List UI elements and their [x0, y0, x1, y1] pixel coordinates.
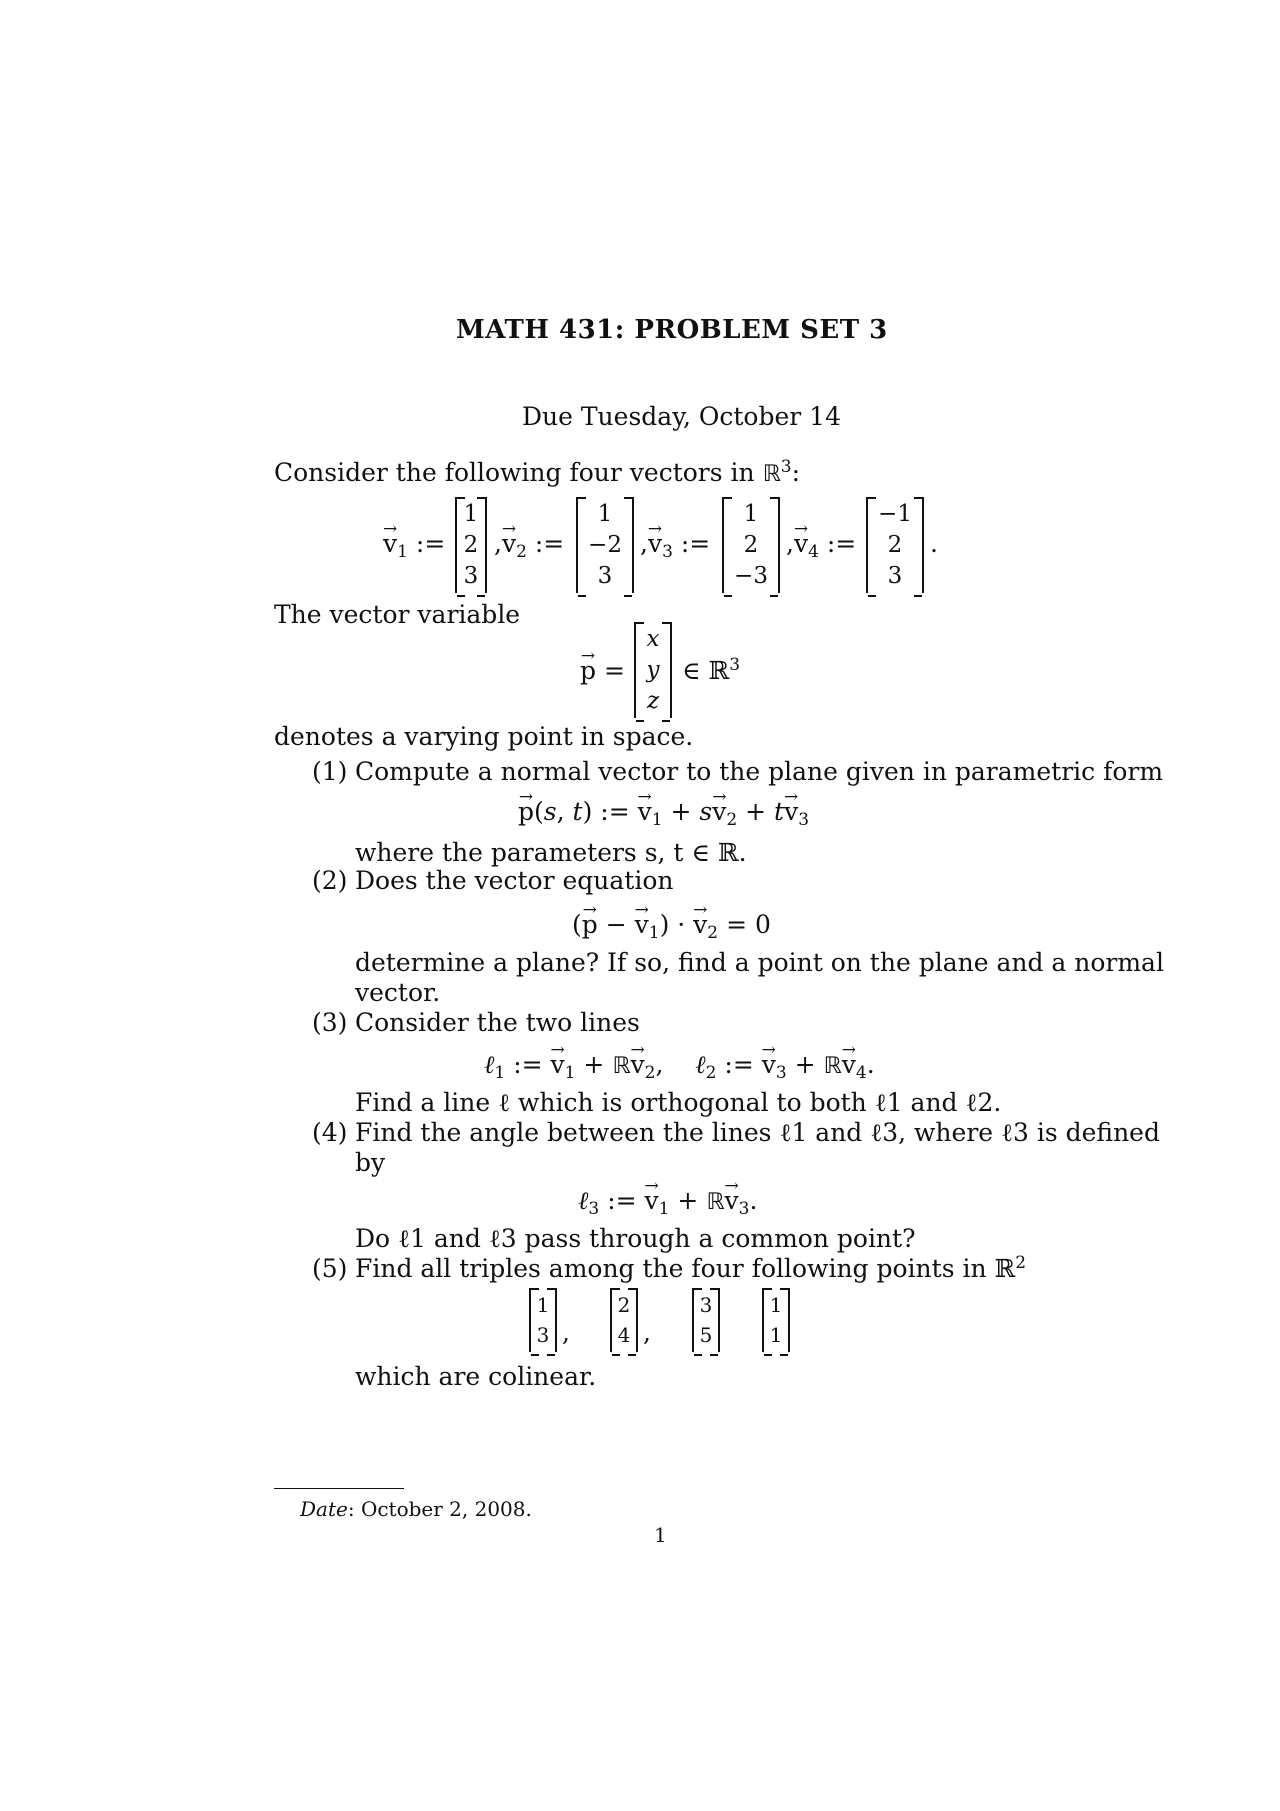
- problem-4-number: (4): [312, 1118, 348, 1147]
- intro-text: [274, 458, 800, 489]
- v1-subscript: 1: [397, 542, 408, 562]
- problem-2-number: (2): [312, 866, 348, 895]
- problem-5-text-body: Find all triples among the four following points in ℝ: [355, 1254, 1016, 1283]
- p-label: [580, 656, 625, 686]
- v1-matrix: [455, 497, 487, 593]
- element-of-reals: ∈ ℝ: [682, 656, 730, 685]
- point-4-y: 1: [769, 1323, 783, 1347]
- point-1-y: 3: [536, 1323, 550, 1347]
- v1-assign: :=: [407, 529, 446, 558]
- v4-entry-2: 2: [887, 532, 903, 558]
- intro-colon: :: [791, 458, 801, 487]
- v3-subscript: 3: [662, 542, 673, 562]
- v2-subscript: 2: [516, 542, 527, 562]
- footnote-label: Date: [300, 1497, 348, 1521]
- problem-1-text: Compute a normal vector to the plane given in parametric form: [355, 757, 1164, 786]
- v2-entry-1: 1: [597, 501, 613, 527]
- problem-4-text-line2: by: [355, 1148, 386, 1177]
- p-equals: =: [596, 656, 625, 685]
- problem-2-after-line1: determine a plane? If so, find a point on the plane and a normal: [355, 948, 1164, 977]
- v1-symbol: → v: [383, 529, 397, 559]
- problem-1-display: → p(s, t) := → $v_1 + s\to v_2 + t\to v_3$: [518, 797, 809, 827]
- vectors-period: .: [930, 529, 938, 558]
- v1-entry-2: 2: [463, 532, 479, 558]
- v2-entry-3: 3: [597, 563, 613, 589]
- problem-3-display: ℓ$_1$ := → $v_1$ + ℝ→ $v_2$, ℓ$_2$ := → $v_3$ + ℝ→ $v_4$.: [484, 1050, 875, 1081]
- problem-4-text-line1: Find the angle between the lines ℓ1 and ℓ3, where ℓ3 is defined: [355, 1118, 1160, 1147]
- vector-variable-label: The vector variable: [274, 600, 521, 629]
- v1-entry-3: 3: [463, 563, 479, 589]
- point-4-x: 1: [769, 1293, 783, 1317]
- page-title: MATH 431: PROBLEM SET 3: [456, 315, 888, 345]
- v2-comma: ,: [494, 529, 502, 558]
- footnote-rule: [274, 1488, 404, 1489]
- v2-matrix: [576, 497, 634, 593]
- v3-comma: ,: [640, 529, 648, 558]
- point-2-y: 4: [617, 1323, 631, 1347]
- problem-2-display: (→ p − → $v_1$) · → $v_2 = 0$: [572, 910, 771, 940]
- point-2-x: 2: [617, 1293, 631, 1317]
- point-4-matrix: [762, 1288, 790, 1352]
- p-exponent: 3: [729, 655, 741, 675]
- due-date: Due Tuesday, October 14: [522, 402, 841, 431]
- v1-entry-1: 1: [463, 501, 479, 527]
- p-entry-z: z: [646, 688, 660, 714]
- problem-2-text: Does the vector equation: [355, 866, 674, 895]
- p-entry-x: x: [646, 626, 660, 652]
- v4-subscript: 4: [808, 542, 819, 562]
- v4-matrix: [866, 497, 924, 593]
- v3-assign: :=: [672, 529, 711, 558]
- v2-entry-2: −2: [588, 532, 622, 558]
- point-3-x: 3: [699, 1293, 713, 1317]
- v2-symbol: → v: [502, 529, 516, 559]
- varying-point-text: denotes a varying point in space.: [274, 722, 694, 751]
- point-1-matrix: [529, 1288, 557, 1352]
- problem-4-after: Do ℓ1 and ℓ3 pass through a common point?: [355, 1224, 916, 1253]
- problem-2-after-line2: vector.: [355, 978, 441, 1007]
- v3-label: [640, 529, 711, 562]
- problem-5-exponent: 2: [1015, 1253, 1027, 1273]
- problem-5-number: (5): [312, 1254, 348, 1283]
- problem-3-number: (3): [312, 1008, 348, 1037]
- v3-matrix: [722, 497, 780, 593]
- problem-5-after: which are colinear.: [355, 1362, 597, 1391]
- problem-5-text: [355, 1254, 1026, 1284]
- problem-1-number: (1): [312, 757, 348, 786]
- p-symbol: → p: [580, 656, 596, 686]
- v4-symbol: → v: [794, 529, 808, 559]
- p-matrix: [634, 622, 672, 718]
- problem-1-after: where the parameters s, t ∈ ℝ.: [355, 838, 747, 867]
- problem-3-after: Find a line ℓ which is orthogonal to both ℓ1 and ℓ2.: [355, 1088, 1002, 1117]
- v3-symbol: → v: [648, 529, 662, 559]
- v4-label: [786, 529, 857, 562]
- p-entry-y: y: [646, 657, 660, 683]
- v3-entry-2: 2: [743, 532, 759, 558]
- v4-entry-1: −1: [878, 501, 912, 527]
- point-sep-1: ,: [562, 1318, 570, 1347]
- point-3-matrix: [692, 1288, 720, 1352]
- problem-3-text: Consider the two lines: [355, 1008, 640, 1037]
- v4-comma: ,: [786, 529, 794, 558]
- v1-label: [383, 529, 446, 562]
- footnote-text: : October 2, 2008.: [347, 1497, 532, 1521]
- v4-assign: :=: [818, 529, 857, 558]
- point-sep-2: ,: [643, 1318, 651, 1347]
- p-in-r3: [682, 656, 740, 686]
- v2-assign: :=: [526, 529, 565, 558]
- intro-exponent: 3: [780, 457, 792, 477]
- v4-entry-3: 3: [887, 563, 903, 589]
- reals-symbol: ℝ: [762, 461, 781, 487]
- point-2-matrix: [610, 1288, 638, 1352]
- problem-4-display: ℓ$_3$ := → $v_1$ + ℝ→ $v_3$.: [578, 1186, 757, 1217]
- v3-entry-1: 1: [743, 501, 759, 527]
- footnote-date: [300, 1494, 532, 1524]
- page-number: 1: [654, 1523, 667, 1547]
- v2-label: [494, 529, 565, 562]
- intro-before: Consider the following four vectors in: [274, 458, 763, 487]
- point-1-x: 1: [536, 1293, 550, 1317]
- v3-entry-3: −3: [734, 563, 768, 589]
- point-3-y: 5: [699, 1323, 713, 1347]
